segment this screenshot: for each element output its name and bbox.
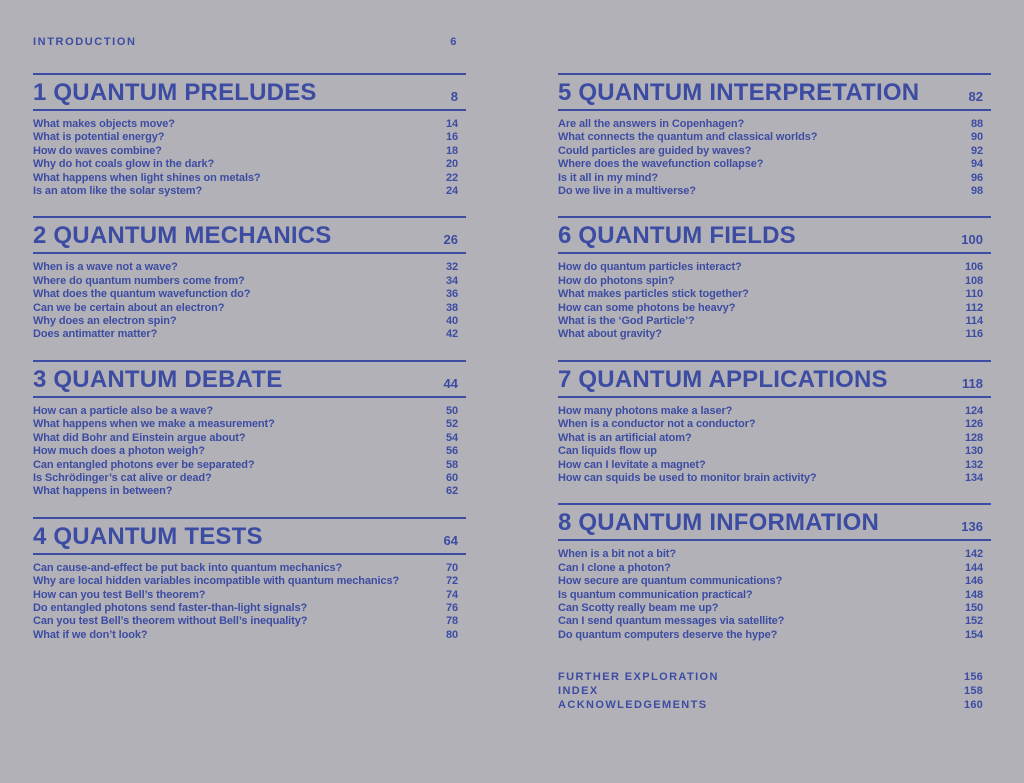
toc-entry-label: Can liquids flow up: [558, 445, 657, 458]
toc-entry: [558, 459, 983, 472]
toc-entry: [558, 548, 983, 561]
section-heading-row: [33, 216, 466, 254]
toc-entry-label: Can Scotty really beam me up?: [558, 601, 719, 614]
toc-entry-page-number: 60: [445, 471, 458, 484]
toc-entry: [558, 602, 983, 615]
section-heading-row: [33, 517, 466, 555]
toc-entry-label: What happens when light shines on metals?: [33, 171, 261, 184]
toc-entry-page-number: 116: [965, 328, 983, 341]
toc-entry-label: How do photons spin?: [558, 274, 675, 287]
toc-entry: [33, 172, 458, 185]
toc-entry-page-number: 34: [445, 274, 458, 287]
section-title: 1 QUANTUM PRELUDES: [33, 79, 317, 106]
toc-entry: [33, 589, 458, 602]
section-heading-row: [558, 216, 991, 254]
toc-entry: [558, 698, 983, 712]
toc-entry-page-number: 42: [445, 328, 458, 341]
toc-entry-label: What if we don’t look?: [33, 628, 148, 641]
toc-entry: [33, 261, 458, 274]
toc-entry-label: Do quantum computers deserve the hype?: [558, 628, 778, 641]
toc-entry-label: Do we live in a multiverse?: [558, 185, 696, 198]
toc-entry-page-number: 108: [964, 274, 983, 287]
toc-entry: [33, 485, 458, 498]
section-entry-list: [558, 111, 991, 216]
toc-entry: [33, 418, 458, 431]
toc-entry: [33, 288, 458, 301]
toc-entry-label: Why do hot coals glow in the dark?: [33, 158, 215, 171]
toc-entry-page-number: 36: [445, 288, 458, 301]
toc-entry-page-number: 152: [964, 615, 983, 628]
toc-entry-label: When is a wave not a wave?: [33, 261, 178, 274]
section-entry-list: [33, 254, 466, 359]
toc-entry-page-number: 114: [965, 315, 983, 328]
toc-entry: [33, 629, 458, 642]
toc-entry: [558, 288, 983, 301]
toc-section: [558, 360, 991, 503]
section-title: 4 QUANTUM TESTS: [33, 522, 263, 550]
toc-entry-page-number: 134: [964, 471, 983, 484]
toc-entry-label: What happens in between?: [33, 485, 173, 498]
toc-entry-label: Do entangled photons send faster-than-light signals?: [33, 601, 308, 614]
toc-entry: [558, 185, 983, 198]
toc-entry-page-number: 98: [970, 185, 983, 198]
toc-entry-label: What did Bohr and Einstein argue about?: [33, 431, 246, 444]
toc-entry-page-number: 22: [445, 171, 458, 184]
running-header-label: INTRODUCTION: [33, 36, 137, 48]
section-title: 7 QUANTUM APPLICATIONS: [558, 365, 888, 393]
toc-entry: [33, 432, 458, 445]
toc-entry-label: Are all the answers in Copenhagen?: [558, 118, 745, 130]
toc-entry-page-number: 32: [445, 261, 458, 274]
toc-entry: [558, 684, 983, 698]
toc-entry-label: How can a particle also be a wave?: [33, 404, 214, 417]
toc-section: [33, 73, 466, 216]
toc-entry: [558, 418, 983, 431]
toc-entry: [33, 185, 458, 198]
section-heading-row: [558, 73, 991, 111]
toc-entry-page-number: 74: [445, 588, 458, 601]
section-title: 8 QUANTUM INFORMATION: [558, 509, 880, 537]
toc-entry: [558, 575, 983, 588]
toc-entry: [558, 589, 983, 602]
toc-section: [33, 360, 466, 517]
toc-entry: [33, 118, 458, 131]
toc-entry: [558, 261, 983, 274]
toc-entry-page-number: 16: [445, 131, 458, 144]
toc-entry-page-number: 148: [964, 588, 983, 601]
toc-entry: [558, 145, 983, 158]
toc-entry-page-number: 144: [964, 561, 983, 574]
toc-entry-label: INDEX: [558, 685, 599, 698]
toc-entry-label: Why does an electron spin?: [33, 315, 177, 328]
section-page-number: 136: [961, 519, 983, 535]
toc-entry: [33, 131, 458, 144]
toc-entry-page-number: 88: [970, 118, 983, 130]
toc-entry: [33, 145, 458, 158]
toc-entry-page-number: 76: [445, 601, 458, 614]
toc-entry-label: Is it all in my mind?: [558, 171, 658, 184]
toc-section: [33, 216, 466, 359]
toc-entry-page-number: 110: [965, 288, 983, 301]
toc-entry: [558, 432, 983, 445]
toc-entry-page-number: 54: [445, 431, 458, 444]
toc-entry-page-number: 132: [964, 458, 983, 471]
toc-entry-label: Is an atom like the solar system?: [33, 185, 203, 198]
toc-entry: [33, 315, 458, 328]
toc-entry-page-number: 90: [970, 131, 983, 144]
section-entry-list: [33, 555, 466, 660]
toc-entry-label: Is quantum communication practical?: [558, 588, 753, 601]
toc-entry-page-number: 20: [445, 158, 458, 171]
toc-entry: [33, 275, 458, 288]
toc-entry: [33, 472, 458, 485]
section-entry-list: [558, 254, 991, 359]
section-heading-row: [558, 360, 991, 398]
toc-entry: [33, 459, 458, 472]
toc-entry-label: How do quantum particles interact?: [558, 261, 742, 274]
toc-entry-page-number: 154: [964, 628, 983, 641]
toc-entry: [33, 302, 458, 315]
section-page-number: 64: [443, 532, 458, 548]
toc-entry-page-number: 80: [445, 628, 458, 641]
toc-entry-label: Can I send quantum messages via satellite?: [558, 615, 785, 628]
toc-entry-page-number: 24: [445, 185, 458, 198]
toc-entry: [558, 472, 983, 485]
toc-entry: [558, 670, 983, 684]
toc-entry-page-number: 126: [964, 418, 983, 431]
toc-entry-page-number: 18: [445, 144, 458, 157]
toc-entry-page-number: 78: [445, 615, 458, 628]
toc-entry-label: Where do quantum numbers come from?: [33, 274, 245, 287]
toc-entry-label: What makes objects move?: [33, 118, 175, 130]
toc-entry: [558, 118, 983, 131]
toc-entry-page-number: 40: [445, 315, 458, 328]
toc-entry: [33, 615, 458, 628]
toc-entry-label: When is a bit not a bit?: [558, 548, 676, 561]
toc-entry-label: Is Schrödinger’s cat alive or dead?: [33, 471, 212, 484]
toc-entry-page-number: 150: [964, 601, 983, 614]
toc-entry-page-number: 72: [445, 575, 458, 588]
toc-entry-page-number: 94: [970, 158, 983, 171]
toc-left-column: [33, 73, 466, 712]
toc-entry: [558, 131, 983, 144]
section-title: 2 QUANTUM MECHANICS: [33, 222, 332, 250]
toc-entry: [558, 158, 983, 171]
running-header: [33, 36, 466, 48]
toc-section: [558, 503, 991, 660]
toc-entry-label: Can entangled photons ever be separated?: [33, 458, 255, 471]
toc-entry-label: How much does a photon weigh?: [33, 445, 205, 458]
toc-entry-page-number: 158: [964, 685, 983, 698]
toc-entry-page-number: 160: [964, 699, 983, 712]
toc-entry-page-number: 130: [964, 445, 983, 458]
toc-entry: [558, 629, 983, 642]
toc-entry: [33, 562, 458, 575]
toc-entry-label: What is an artificial atom?: [558, 431, 692, 444]
toc-entry: [33, 602, 458, 615]
toc-entry-page-number: 96: [970, 171, 983, 184]
toc-entry-page-number: 128: [964, 431, 983, 444]
toc-entry-page-number: 106: [964, 261, 983, 274]
toc-entry: [33, 158, 458, 171]
section-entry-list: [558, 398, 991, 503]
section-page-number: 118: [962, 375, 983, 391]
toc-entry-page-number: 52: [445, 418, 458, 431]
toc-entry: [558, 615, 983, 628]
section-entry-list: [33, 398, 466, 517]
toc-columns: [33, 73, 991, 712]
toc-entry-page-number: 146: [964, 575, 983, 588]
toc-entry-label: What connects the quantum and classical worlds?: [558, 131, 818, 144]
toc-entry: [33, 445, 458, 458]
toc-entry-page-number: 124: [964, 404, 983, 417]
toc-entry-page-number: 50: [445, 404, 458, 417]
toc-entry-page-number: 14: [445, 118, 458, 130]
toc-entry-label: How can you test Bell’s theorem?: [33, 588, 206, 601]
toc-entry: [33, 575, 458, 588]
backmatter-list: [558, 670, 991, 712]
toc-entry-page-number: 38: [445, 301, 458, 314]
toc-entry: [558, 405, 983, 418]
toc-entry-label: Does antimatter matter?: [33, 328, 158, 341]
toc-entry-label: ACKNOWLEDGEMENTS: [558, 699, 708, 712]
section-page-number: 100: [961, 232, 983, 248]
toc-entry-page-number: 92: [970, 144, 983, 157]
toc-section: [558, 216, 991, 359]
toc-entry: [558, 302, 983, 315]
running-header-page-number: 6: [450, 36, 458, 48]
toc-entry-page-number: 156: [964, 671, 983, 684]
section-entry-list: [33, 111, 466, 216]
toc-entry-label: FURTHER EXPLORATION: [558, 671, 719, 684]
toc-entry-label: How do waves combine?: [33, 144, 162, 157]
toc-entry-page-number: 56: [445, 445, 458, 458]
toc-right-column: [558, 73, 991, 712]
toc-entry-page-number: 62: [445, 485, 458, 498]
toc-entry-label: What about gravity?: [558, 328, 662, 341]
toc-entry-label: How can some photons be heavy?: [558, 301, 736, 314]
toc-section: [33, 517, 466, 660]
toc-entry: [558, 562, 983, 575]
section-page-number: 8: [450, 89, 458, 104]
toc-entry-label: How many photons make a laser?: [558, 404, 733, 417]
toc-entry-label: What is potential energy?: [33, 131, 165, 144]
toc-section: [558, 73, 991, 216]
section-title: 6 QUANTUM FIELDS: [558, 222, 796, 250]
section-page-number: 44: [443, 375, 458, 391]
toc-entry-label: Where does the wavefunction collapse?: [558, 158, 764, 171]
section-entry-list: [558, 541, 991, 660]
toc-entry: [558, 172, 983, 185]
toc-entry: [558, 328, 983, 341]
toc-entry-label: What is the ‘God Particle’?: [558, 315, 695, 328]
section-heading-row: [33, 360, 466, 398]
toc-entry-label: What makes particles stick together?: [558, 288, 749, 301]
toc-entry-label: Can we be certain about an electron?: [33, 301, 225, 314]
toc-entry-label: When is a conductor not a conductor?: [558, 418, 756, 431]
toc-entry-label: What happens when we make a measurement?: [33, 418, 275, 431]
toc-entry-label: Can cause-and-effect be put back into quantum mechanics?: [33, 561, 343, 574]
toc-entry-label: How can I levitate a magnet?: [558, 458, 706, 471]
toc-entry-page-number: 70: [445, 561, 458, 574]
toc-entry: [558, 315, 983, 328]
section-title: 5 QUANTUM INTERPRETATION: [558, 79, 920, 106]
toc-entry-label: Could particles are guided by waves?: [558, 144, 752, 157]
toc-entry-label: How can squids be used to monitor brain activity?: [558, 471, 817, 484]
section-page-number: 26: [443, 232, 458, 248]
toc-entry: [558, 445, 983, 458]
toc-entry-page-number: 142: [964, 548, 983, 561]
toc-entry: [558, 275, 983, 288]
toc-entry-label: Can you test Bell’s theorem without Bell’s inequality?: [33, 615, 308, 628]
toc-entry: [33, 328, 458, 341]
toc-entry-label: What does the quantum wavefunction do?: [33, 288, 251, 301]
toc-entry-label: How secure are quantum communications?: [558, 575, 783, 588]
toc-entry-label: Why are local hidden variables incompatible with quantum mechanics?: [33, 575, 400, 588]
toc-entry-page-number: 58: [445, 458, 458, 471]
toc-entry-label: Can I clone a photon?: [558, 561, 671, 574]
section-title: 3 QUANTUM DEBATE: [33, 365, 283, 393]
toc-entry: [33, 405, 458, 418]
section-heading-row: [33, 73, 466, 111]
section-heading-row: [558, 503, 991, 541]
section-page-number: 82: [968, 89, 983, 104]
toc-entry-page-number: 112: [965, 301, 983, 314]
